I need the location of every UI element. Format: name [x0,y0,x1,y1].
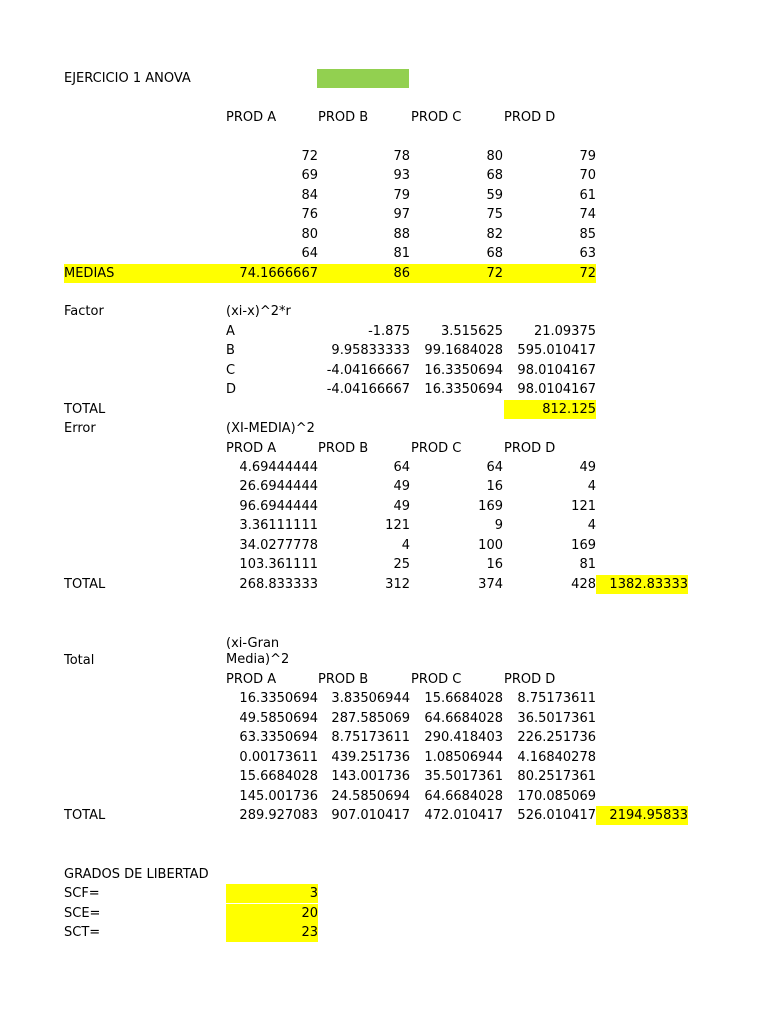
total-column-header: PROD B [318,672,369,687]
error-cell: 49 [393,499,410,514]
total-cell: 24.5850694 [331,789,410,804]
total-section-label: Total [64,653,95,668]
column-header: PROD B [318,110,369,125]
data-cell: 76 [301,207,318,222]
total-cell: 64.6684028 [424,711,503,726]
factor-value: -4.04166667 [326,363,410,378]
column-header: PROD C [411,110,462,125]
data-cell: 97 [393,207,410,222]
error-total-value: 374 [478,577,503,592]
factor-value: 9.95833333 [331,343,410,358]
error-formula: (XI-MEDIA)^2 [226,421,315,436]
error-cell: 103.361111 [239,557,318,572]
error-column-header: PROD C [411,441,462,456]
factor-row-name: B [226,343,235,358]
total-formula: (xi-Gran Media)^2 [226,636,290,667]
factor-formula: (xi-x)^2*r [226,304,291,319]
factor-value: 21.09375 [533,324,596,339]
factor-row-name: A [226,324,235,339]
total-total-label: TOTAL [64,808,106,823]
total-column-header: PROD D [504,672,556,687]
data-cell: 75 [486,207,503,222]
error-grand-total: 1382.83333 [596,575,688,594]
data-cell: 69 [301,168,318,183]
error-column-header: PROD A [226,441,277,456]
factor-total-label: TOTAL [64,402,106,417]
error-cell: 4 [401,538,410,553]
error-cell: 49 [393,479,410,494]
factor-value: 98.0104167 [517,363,596,378]
total-cell: 35.5017361 [424,769,503,784]
total-cell: 80.2517361 [517,769,596,784]
error-total-value: 268.833333 [239,577,318,592]
total-cell: 8.75173611 [517,691,596,706]
grados-item-value: 23 [226,923,318,942]
total-grand-total: 2194.95833 [596,806,688,825]
total-total-value: 907.010417 [331,808,410,823]
data-cell: 79 [579,149,596,164]
column-header: PROD D [504,110,556,125]
green-highlight-cell [317,69,409,88]
medias-value: 74.1666667 [239,266,318,281]
factor-value: 3.515625 [440,324,503,339]
data-cell: 68 [486,246,503,261]
data-cell: 59 [486,188,503,203]
error-cell: 34.0277778 [239,538,318,553]
data-cell: 81 [393,246,410,261]
data-cell: 78 [393,149,410,164]
error-cell: 4 [587,518,596,533]
total-column-header: PROD C [411,672,462,687]
data-cell: 72 [301,149,318,164]
total-cell: 49.5850694 [239,711,318,726]
total-cell: 3.83506944 [331,691,410,706]
error-cell: 3.36111111 [239,518,318,533]
factor-value: -4.04166667 [326,382,410,397]
total-cell: 63.3350694 [239,730,318,745]
total-cell: 226.251736 [517,730,596,745]
error-total-value: 428 [571,577,596,592]
factor-row-name: C [226,363,236,378]
grados-item-value: 3 [226,884,318,903]
error-cell: 26.6944444 [239,479,318,494]
total-cell: 1.08506944 [424,750,503,765]
medias-value: 72 [579,266,596,281]
data-cell: 79 [393,188,410,203]
grados-item-label: SCT= [64,925,101,940]
error-cell: 16 [486,557,503,572]
data-cell: 80 [301,227,318,242]
error-cell: 25 [393,557,410,572]
total-column-header: PROD A [226,672,277,687]
data-cell: 61 [579,188,596,203]
total-cell: 290.418403 [424,730,503,745]
total-cell: 145.001736 [239,789,318,804]
data-cell: 93 [393,168,410,183]
error-cell: 49 [579,460,596,475]
error-cell: 4 [587,479,596,494]
error-label: Error [64,421,96,436]
total-cell: 16.3350694 [239,691,318,706]
grados-item-label: SCE= [64,906,101,921]
factor-value: 99.1684028 [424,343,503,358]
total-cell: 15.6684028 [239,769,318,784]
error-cell: 121 [571,499,596,514]
medias-value: 72 [486,266,503,281]
error-cell: 9 [494,518,503,533]
factor-value: 16.3350694 [424,382,503,397]
total-cell: 4.16840278 [517,750,596,765]
factor-value: 98.0104167 [517,382,596,397]
medias-value: 86 [393,266,410,281]
factor-value: 595.010417 [517,343,596,358]
total-total-value: 472.010417 [424,808,503,823]
data-cell: 82 [486,227,503,242]
error-cell: 64 [393,460,410,475]
error-column-header: PROD B [318,441,369,456]
error-cell: 4.69444444 [239,460,318,475]
grados-item-label: SCF= [64,886,100,901]
error-cell: 121 [385,518,410,533]
data-cell: 74 [579,207,596,222]
data-cell: 84 [301,188,318,203]
column-header: PROD A [226,110,277,125]
sheet-title: EJERCICIO 1 ANOVA [64,71,191,86]
factor-row-name: D [226,382,237,397]
total-cell: 439.251736 [331,750,410,765]
data-cell: 88 [393,227,410,242]
total-cell: 170.085069 [517,789,596,804]
error-cell: 16 [486,479,503,494]
total-cell: 64.6684028 [424,789,503,804]
grados-label: GRADOS DE LIBERTAD [64,867,209,882]
total-total-value: 289.927083 [239,808,318,823]
error-total-label: TOTAL [64,577,106,592]
data-cell: 64 [301,246,318,261]
error-column-header: PROD D [504,441,556,456]
error-cell: 169 [478,499,503,514]
total-cell: 36.5017361 [517,711,596,726]
factor-label: Factor [64,304,104,319]
factor-value: -1.875 [368,324,410,339]
error-cell: 81 [579,557,596,572]
factor-value: 16.3350694 [424,363,503,378]
error-cell: 64 [486,460,503,475]
error-cell: 100 [478,538,503,553]
data-cell: 68 [486,168,503,183]
error-cell: 169 [571,538,596,553]
data-cell: 80 [486,149,503,164]
factor-total-value: 812.125 [504,400,596,419]
error-total-value: 312 [385,577,410,592]
error-cell: 96.6944444 [239,499,318,514]
data-cell: 70 [579,168,596,183]
grados-item-value: 20 [226,904,318,923]
data-cell: 85 [579,227,596,242]
total-cell: 143.001736 [331,769,410,784]
total-cell: 15.6684028 [424,691,503,706]
total-total-value: 526.010417 [517,808,596,823]
total-cell: 287.585069 [331,711,410,726]
data-cell: 63 [579,246,596,261]
medias-label: MEDIAS [64,266,115,281]
total-cell: 0.00173611 [239,750,318,765]
total-cell: 8.75173611 [331,730,410,745]
